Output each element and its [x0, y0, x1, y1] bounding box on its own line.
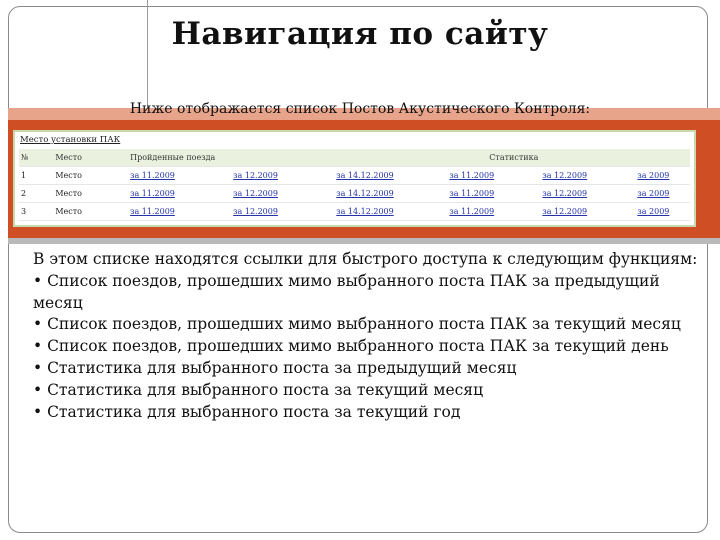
- table-row: [19, 185, 690, 203]
- slide-subtitle: Ниже отображается список Постов Акустического Контроля:: [129, 101, 591, 117]
- accent-band-shadow: [8, 238, 720, 244]
- row-place: Место: [53, 185, 128, 203]
- link-trains-prev-month[interactable]: за 11.2009: [128, 167, 231, 185]
- link-trains-current-month[interactable]: за 12.2009: [231, 203, 334, 221]
- link-stats-prev-month[interactable]: за 11.2009: [447, 185, 540, 203]
- col-header-trains: Пройденные поезда: [128, 149, 231, 167]
- col-header-number: №: [19, 149, 53, 167]
- row-number: 1: [19, 167, 53, 185]
- link-stats-current-month[interactable]: за 12.2009: [540, 167, 635, 185]
- bullet-item: • Статистика для выбранного поста за текущий год: [33, 402, 461, 421]
- link-trains-prev-month[interactable]: за 11.2009: [128, 185, 231, 203]
- bullet-item: • Список поездов, прошедших мимо выбранного поста ПАК за предыдущий месяц: [33, 271, 660, 312]
- link-stats-current-year[interactable]: за 2009: [635, 167, 690, 185]
- bullet-item: • Статистика для выбранного поста за текущий месяц: [33, 380, 484, 399]
- link-stats-prev-month[interactable]: за 11.2009: [447, 203, 540, 221]
- link-trains-current-month[interactable]: за 12.2009: [231, 167, 334, 185]
- bullet-item: • Список поездов, прошедших мимо выбранного поста ПАК за текущий день: [33, 337, 669, 356]
- link-trains-current-day[interactable]: за 14.12.2009: [334, 185, 447, 203]
- row-place: Место: [53, 167, 128, 185]
- link-trains-current-day[interactable]: за 14.12.2009: [334, 203, 447, 221]
- table-row: [19, 203, 690, 221]
- col-header-empty-3: [540, 149, 635, 167]
- link-stats-prev-month[interactable]: за 11.2009: [447, 167, 540, 185]
- post-table: [19, 149, 690, 221]
- intro-line: В этом списке находятся ссылки для быстрого доступа к следующим функциям:: [33, 250, 698, 268]
- row-number: 3: [19, 203, 53, 221]
- col-header-empty-1: [231, 149, 334, 167]
- bullet-item: • Статистика для выбранного поста за предыдущий месяц: [33, 358, 517, 377]
- page-title: Навигация по сайту: [171, 16, 549, 52]
- body-text: [33, 249, 703, 423]
- link-trains-prev-month[interactable]: за 11.2009: [128, 203, 231, 221]
- table-row: [19, 167, 690, 185]
- col-header-place: Место: [53, 149, 128, 167]
- link-stats-current-year[interactable]: за 2009: [635, 203, 690, 221]
- post-table-header-row: [19, 149, 690, 167]
- link-stats-current-year[interactable]: за 2009: [635, 185, 690, 203]
- post-panel-title: Место установки ПАК: [20, 135, 121, 145]
- col-header-statistics: Статистика: [447, 149, 540, 167]
- col-header-empty-4: [635, 149, 690, 167]
- row-number: 2: [19, 185, 53, 203]
- row-place: Место: [53, 203, 128, 221]
- link-trains-current-day[interactable]: за 14.12.2009: [334, 167, 447, 185]
- link-stats-current-month[interactable]: за 12.2009: [540, 185, 635, 203]
- bullet-item: • Список поездов, прошедших мимо выбранного поста ПАК за текущий месяц: [33, 315, 681, 334]
- link-trains-current-month[interactable]: за 12.2009: [231, 185, 334, 203]
- link-stats-current-month[interactable]: за 12.2009: [540, 203, 635, 221]
- col-header-empty-2: [334, 149, 447, 167]
- post-list-screenshot: [13, 130, 696, 227]
